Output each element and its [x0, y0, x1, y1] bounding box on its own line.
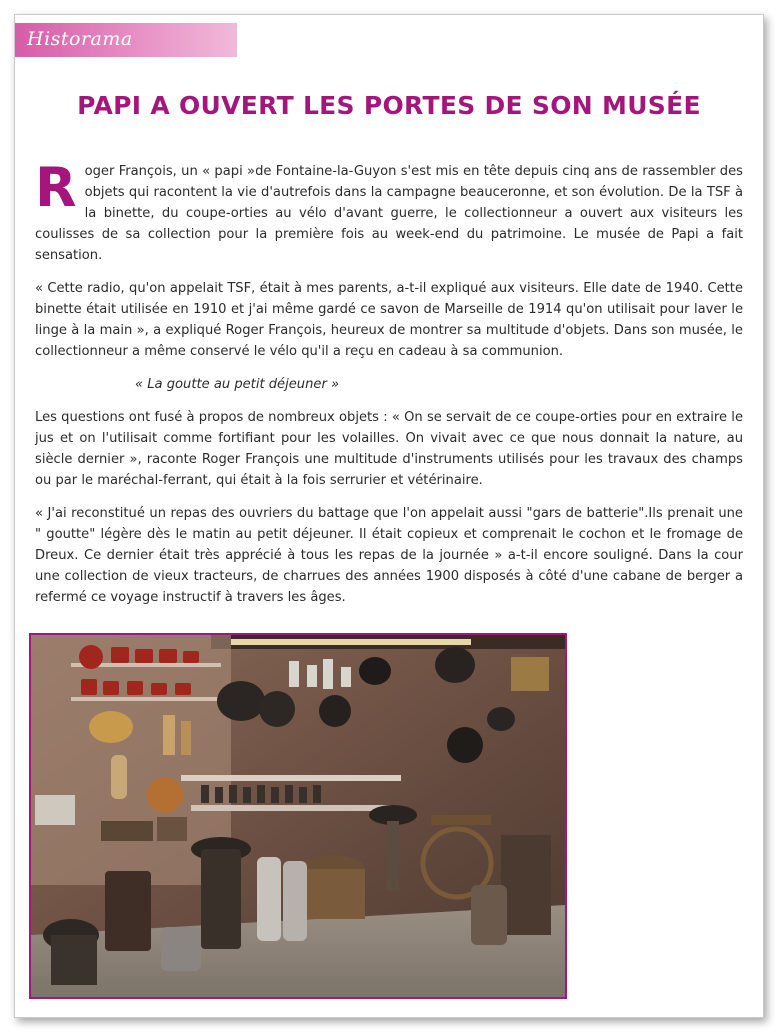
article-body: [35, 156, 743, 620]
magazine-page: [14, 14, 764, 1018]
museum-photo-illustration: [31, 635, 565, 997]
paragraph-2: « Cette radio, qu'on appelait TSF, était à mes parents, a-t-il expliqué aux visiteurs. Elle date de 1940. Cette binette était utilisée en 1910 et j'ai même gardé ce savon de Marseille de 1914 qu'on utilisait pour laver le linge à la main », a expliqué Roger François, heureux de montrer sa multitude d'objets. Dans son musée, le collectionneur a même conservé le vélo qu'il a reçu en cadeau à sa communion.: [35, 281, 743, 359]
museum-photo: [29, 633, 567, 999]
subheading: « La goutte au petit déjeuner »: [135, 377, 340, 392]
paragraph-3: Les questions ont fusé à propos de nombreux objets : « On se servait de ce coupe-orties pour en extraire le jus et on l'utilisait comme fortifiant pour les volailles. On vivait avec ce que nous donnait la nature, au siècle dernier », raconte Roger François une multitude d'instruments utilisés pour les travaux des champs ou par le maréchal-ferrant, qui était à la fois serrurier et vétérinaire.: [35, 410, 743, 488]
paragraph-1-text: oger François, un « papi »de Fontaine-la-Guyon s'est mis en tête depuis cinq ans de rassembler des objets qui racontent la vie d'autrefois dans la campagne beauceronne, et son évolution. De la TSF à la binette, du coupe-orties au vélo d'avant guerre, le collectionneur a ouvert aux visiteurs les coulisses de sa collection pour la première fois au week-end du patrimoine. Le musée de Papi a fait sensation.: [35, 164, 743, 263]
paragraph-4: « J'ai reconstitué un repas des ouvriers du battage que l'on appelait aussi "gars de batterie".Ils prenait une " goutte" légère dès le matin au petit déjeuner. Il était copieux et comprenait le cochon et le fromage de Dreux. Ce dernier était très apprécié à tous les repas de la journée » a-t-il encore souligné. Dans la cour une collection de vieux tracteurs, de charrues des années 1900 disposés à côté d'une cabane de berger a refermé ce voyage instructif à travers les âges.: [35, 506, 743, 605]
section-tag: Historama: [27, 28, 133, 50]
article-title: PAPI A OUVERT LES PORTES DE SON MUSÉE: [77, 91, 701, 120]
paragraph-1: [35, 156, 743, 266]
drop-cap: R: [35, 156, 77, 219]
section-banner: [15, 23, 237, 57]
